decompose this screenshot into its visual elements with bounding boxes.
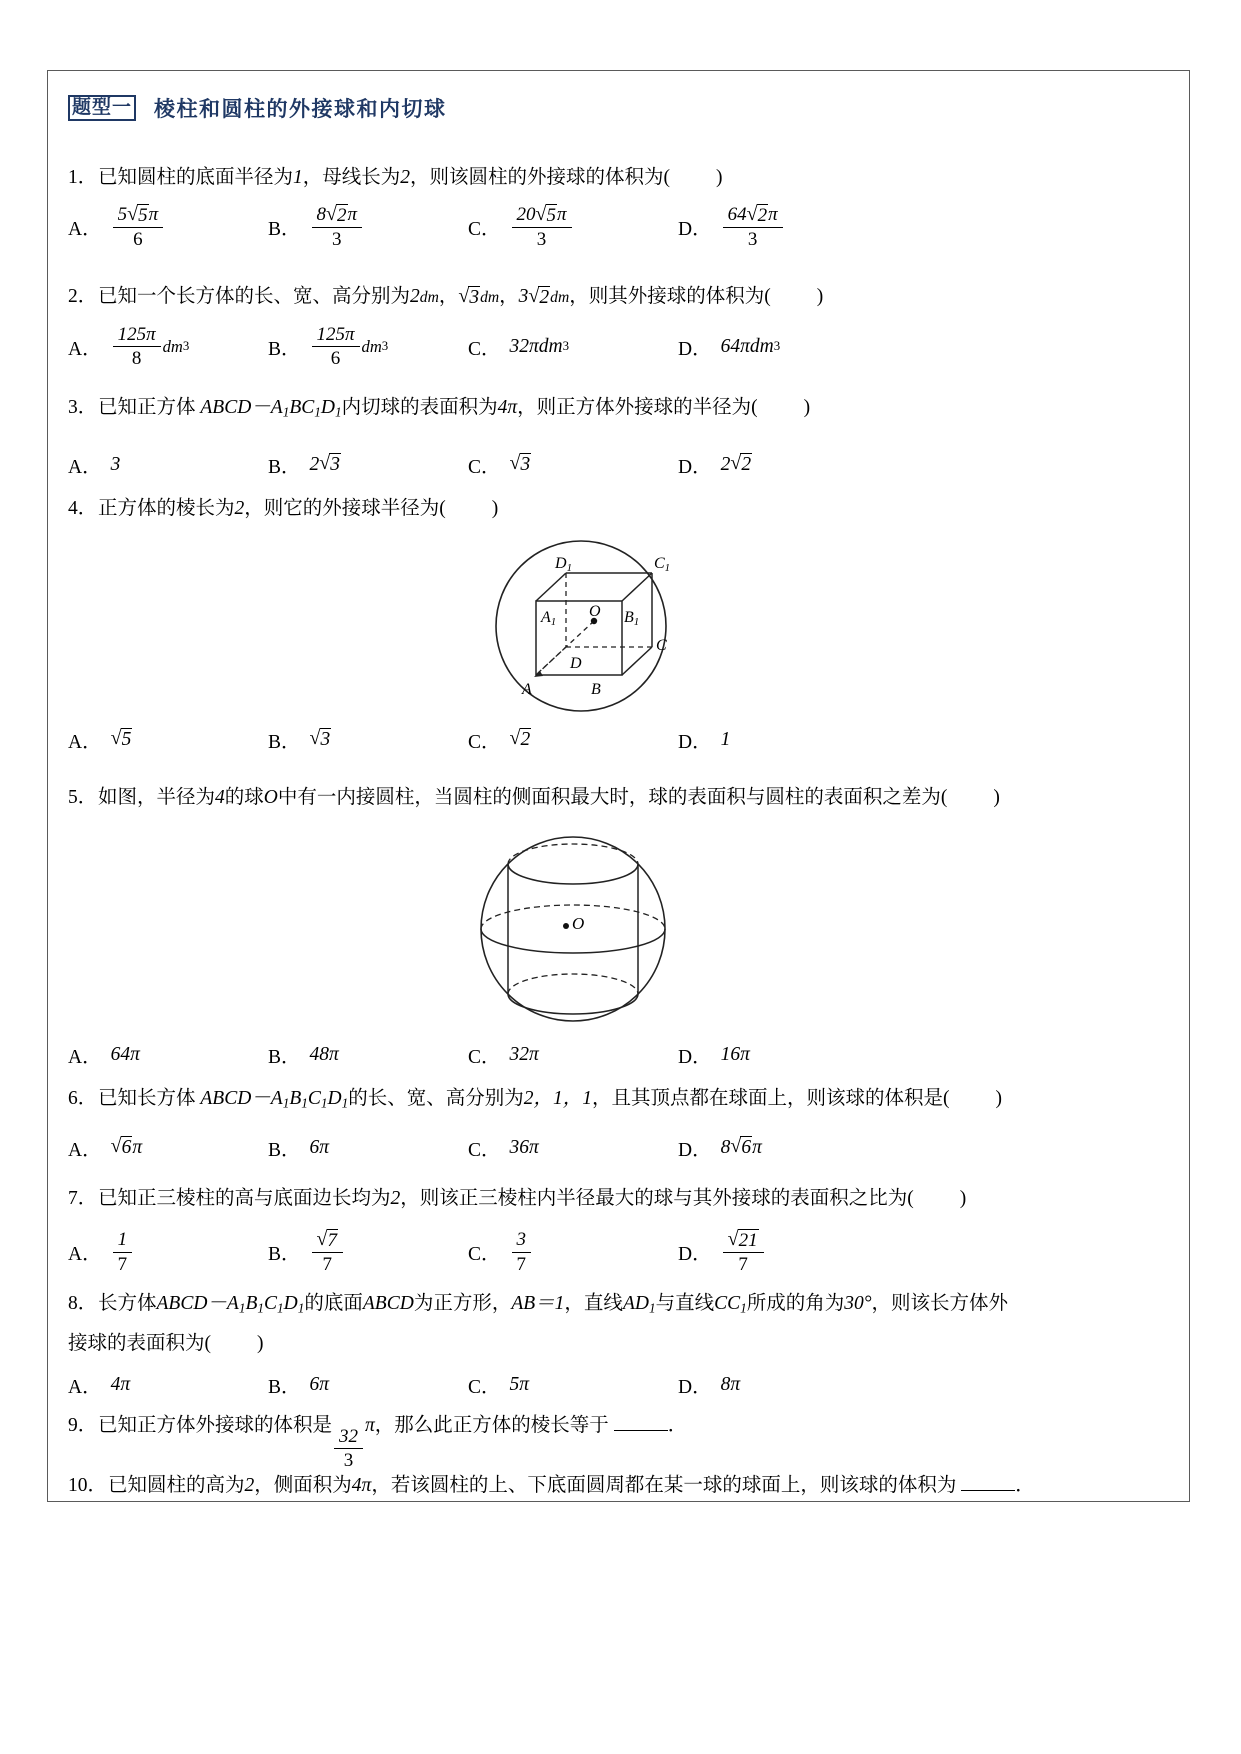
question-8-stem: 长方体$ABCD-A_1B_1C_1D_1$的底面ABCD为正方形，AB＝1，直线$AD_1$与直线$CC_1$所成的角为30°，则该长方体外 — [98, 1293, 1009, 1316]
question-8 — [68, 1289, 1168, 1319]
unit: dm — [162, 336, 183, 356]
stem-part: 长方体 — [98, 1293, 157, 1314]
stem-part: ，那么此正方体的棱长等于 — [374, 1415, 609, 1436]
option-7-C[interactable] — [468, 1228, 678, 1275]
question-1-number: 1． — [68, 167, 98, 188]
option-value: 5π — [509, 1374, 530, 1395]
option-2-B[interactable]: B． $\frac{125\pi}{6}$ dm 3 — [268, 324, 389, 370]
stem-part: ，则正方体外接球的半径为( — [517, 397, 758, 418]
option-6-A[interactable]: A． √ 6 π — [68, 1135, 143, 1161]
option-1-B[interactable] — [268, 203, 468, 251]
option-label: C． — [468, 457, 501, 478]
sphere-center-point — [563, 923, 569, 929]
option-3-C[interactable]: C． √ 3 — [468, 452, 531, 478]
option-value: 4π — [110, 1374, 131, 1395]
cube-label-C: C — [656, 637, 667, 654]
option-label: B． — [268, 1047, 301, 1068]
option-4-A[interactable]: A． √ 5 — [68, 727, 132, 753]
option-7-A[interactable] — [68, 1228, 268, 1275]
stem-part: 已知长方体 — [98, 1088, 196, 1109]
question-9-stem: 已知正方体外接球的体积是 $\frac{32}{3}$ π，那么此正方体的棱长等于 ． — [98, 1415, 688, 1471]
option-label: A． — [68, 1140, 102, 1161]
figure-sphere-cylinder — [448, 826, 698, 1036]
option-1-A[interactable] — [68, 203, 268, 251]
option-5-A[interactable] — [68, 1041, 268, 1069]
option-8-D[interactable] — [678, 1371, 740, 1399]
option-label: B． — [268, 1244, 301, 1265]
question-10 — [68, 1471, 1168, 1500]
option-label: A． — [68, 732, 102, 753]
option-label: B． — [268, 1377, 301, 1398]
fraction: $\frac{125\pi}{6}$ — [312, 323, 360, 370]
option-label: D． — [678, 457, 712, 478]
option-value: 3 — [110, 454, 121, 475]
fraction: 64 √ 2 π 3 — [723, 203, 783, 251]
question-6-stem: 已知长方体 $ABCD-A_1B_1C_1D_1$的长、宽、高分别为2，1，1，且其顶点都在球面上，则该球的体积是( ) — [98, 1088, 1003, 1111]
option-value: 64π — [110, 1044, 140, 1065]
fraction: $\frac{3}{7}$ — [512, 1228, 532, 1275]
question-10-stem: 已知圆柱的高为2，侧面积为4π，若该圆柱的上、下底面圆周都在某一球的球面上，则该球的体积为 ． — [108, 1475, 1035, 1496]
question-1 — [68, 163, 1168, 192]
stem-part: 中有一内接圆柱，当圆柱的侧面积最大时，球的表面积与圆柱的表面积之差为( — [277, 787, 948, 808]
stem-part: 的球 — [224, 787, 264, 808]
option-label: A． — [68, 457, 102, 478]
option-6-C[interactable] — [468, 1134, 678, 1162]
option-label: A． — [68, 338, 102, 360]
cube-label-D: D — [570, 655, 582, 672]
question-3-options — [68, 451, 1168, 479]
question-5 — [68, 783, 1168, 812]
question-7-stem: 已知正三棱柱的高与底面边长均为2，则该正三棱柱内半径最大的球与其外接球的表面积之比为( ) — [98, 1188, 967, 1209]
fraction: √ 21 7 — [723, 1228, 764, 1276]
question-8-options — [68, 1371, 1168, 1399]
fraction: $\frac{32}{3}$ — [334, 1425, 363, 1472]
option-value: 32π — [509, 1044, 539, 1065]
cylinder-bottom-front — [508, 994, 638, 1014]
stem-part: 已知正三棱柱的高与底面边长均为 — [98, 1188, 391, 1209]
option-label: D． — [678, 1140, 712, 1161]
option-label: B． — [268, 219, 301, 240]
question-1-options — [68, 203, 1168, 251]
option-label: C． — [468, 338, 501, 360]
question-2-stem: 已知一个长方体的长、宽、高分别为2dm， √ 3 dm，3 √ 2 dm，则其外接球的体积为( ) — [98, 285, 824, 308]
question-5-options — [68, 1041, 1168, 1069]
option-value: 8π — [720, 1374, 741, 1395]
option-label: D． — [678, 732, 712, 753]
option-value: 64πdm — [720, 335, 774, 357]
option-4-D[interactable] — [678, 726, 730, 754]
option-label: B． — [268, 457, 301, 478]
stem-part: ，侧面积为 — [254, 1475, 352, 1496]
question-9-number: 9． — [68, 1415, 98, 1436]
stem-part: 与直线 — [655, 1293, 715, 1314]
stem-part: 的底面 — [304, 1293, 363, 1314]
option-label: A． — [68, 1244, 102, 1265]
stem-part: 的长、宽、高分别为 — [348, 1088, 524, 1109]
cube-edge — [536, 573, 566, 601]
question-9 — [68, 1411, 1168, 1472]
option-1-D[interactable] — [678, 203, 785, 251]
question-8-number: 8． — [68, 1293, 98, 1314]
option-label: D． — [678, 1377, 712, 1398]
option-4-B[interactable]: B． √ 3 — [268, 727, 331, 753]
option-label: C． — [468, 1377, 501, 1398]
question-4-stem: 正方体的棱长为2，则它的外接球半径为( ) — [98, 498, 499, 519]
option-6-B[interactable] — [268, 1134, 468, 1162]
option-label: C． — [468, 1047, 501, 1068]
stem-part: 内切球的表面积为 — [341, 397, 498, 418]
option-2-A[interactable]: A． $\frac{125\pi}{8}$ dm 3 — [68, 324, 190, 370]
question-3-number: 3． — [68, 397, 98, 418]
option-label: D． — [678, 338, 712, 360]
option-label: C． — [468, 1244, 501, 1265]
option-value: 6π — [309, 1137, 330, 1158]
option-8-A[interactable] — [68, 1371, 268, 1399]
fraction: $\frac{125\pi}{8}$ — [113, 323, 161, 370]
option-5-B[interactable] — [268, 1041, 468, 1069]
option-value: 32πdm — [509, 335, 563, 357]
stem-part: 已知正方体 — [98, 397, 196, 418]
stem-part: ，则它的外接球半径为( — [244, 498, 446, 519]
question-1-stem: 已知圆柱的底面半径为1，母线长为2，则该圆柱的外接球的体积为( ) — [98, 167, 723, 188]
question-2-options — [68, 323, 1168, 370]
option-label: D． — [678, 1047, 712, 1068]
stem-part: ，若该圆柱的上、下底面圆周都在某一球的球面上，则该球的体积为 — [371, 1475, 957, 1496]
stem-part: ，则其外接球的体积为( — [569, 286, 771, 307]
option-value: 16π — [720, 1044, 750, 1065]
option-value: 6π — [309, 1374, 330, 1395]
question-2 — [68, 282, 1168, 311]
option-3-D[interactable]: D． 2 √ 2 — [678, 452, 752, 478]
option-label: B． — [268, 338, 301, 360]
figure-cube-in-sphere — [448, 531, 718, 721]
option-label: A． — [68, 1377, 102, 1398]
option-8-C[interactable] — [468, 1371, 678, 1399]
question-4-options — [68, 726, 1168, 754]
question-6 — [68, 1084, 1168, 1114]
stem-part: 如图，半径为 — [98, 787, 216, 808]
sphere-label-O: O — [572, 914, 585, 933]
option-8-B[interactable] — [268, 1371, 468, 1399]
cube-edge — [622, 573, 652, 601]
option-1-C[interactable] — [468, 203, 678, 251]
option-5-D[interactable] — [678, 1041, 750, 1069]
option-label: C． — [468, 1140, 501, 1161]
fraction: $\frac{1}{7}$ — [113, 1228, 133, 1275]
stem-part: 已知圆柱的高为 — [108, 1475, 245, 1496]
cube-label-B1: $B_1$ — [624, 609, 640, 629]
question-6-number: 6． — [68, 1088, 98, 1109]
answer-blank-10[interactable] — [961, 1490, 1015, 1491]
option-7-D[interactable] — [678, 1228, 766, 1276]
cube-label-A1: $A_1$ — [541, 609, 557, 629]
question-3 — [68, 393, 1168, 423]
stem-part: 为正方形， — [413, 1293, 512, 1314]
cube-label-O: O — [589, 603, 601, 620]
stem-part: ，则该长方体外 — [871, 1293, 1009, 1314]
option-4-C[interactable]: C． √ 2 — [468, 727, 531, 753]
question-6-options — [68, 1134, 1168, 1162]
fraction: 8 √ 2 π 3 — [312, 203, 363, 251]
section-title: 棱柱和圆柱的外接球和内切球 — [154, 97, 447, 121]
cube-edge — [622, 647, 652, 675]
option-value: 48π — [309, 1044, 339, 1065]
question-3-stem: 已知正方体 $ABCD-A_1BC_1D_1$内切球的表面积为4π，则正方体外接球的半径为( ) — [98, 397, 811, 420]
cube-in-sphere-svg — [448, 531, 718, 721]
answer-blank-9[interactable] — [614, 1430, 668, 1431]
stem-part: 所成的角为 — [746, 1293, 845, 1314]
content-frame — [47, 70, 1190, 1502]
cube-label-D1: $D_1$ — [555, 555, 572, 575]
option-label: A． — [68, 219, 102, 240]
section-badge: 题型一 — [68, 95, 136, 122]
question-7 — [68, 1184, 1168, 1213]
stem-part: 已知正方体外接球的体积是 — [98, 1415, 333, 1436]
option-label: B． — [268, 732, 301, 753]
option-label: C． — [468, 732, 501, 753]
unit: dm — [361, 336, 382, 356]
question-8-stem-line2: 接球的表面积为( ) — [68, 1333, 264, 1354]
cube-label-A: A — [522, 681, 532, 698]
option-3-A[interactable] — [68, 451, 268, 479]
fraction: 20 √ 5 π 3 — [512, 203, 572, 251]
fraction: √ 7 7 — [312, 1228, 343, 1276]
cylinder-top-front — [508, 864, 638, 884]
cylinder-bottom-back — [508, 974, 638, 994]
question-7-options — [68, 1228, 1168, 1276]
cube-label-C1: $C_1$ — [654, 555, 671, 575]
option-2-D[interactable]: D． 64πdm 3 — [678, 333, 780, 361]
question-4 — [68, 494, 1168, 523]
stem-part: ，且其顶点都在球面上，则该球的体积是( — [592, 1088, 950, 1109]
question-2-number: 2． — [68, 286, 98, 307]
option-3-B[interactable]: B． 2 √ 3 — [268, 452, 340, 478]
question-7-number: 7． — [68, 1188, 98, 1209]
option-label: A． — [68, 1047, 102, 1068]
stem-part: ，直线 — [564, 1293, 623, 1314]
stem-part: ，则该正三棱柱内半径最大的球与其外接球的表面积之比为( — [400, 1188, 914, 1209]
cube-label-B: B — [591, 681, 601, 698]
option-value: 36π — [509, 1137, 539, 1158]
section-header — [68, 93, 447, 123]
option-7-B[interactable] — [268, 1228, 468, 1276]
stem-part: 正方体的棱长为 — [98, 498, 235, 519]
option-value: 1 — [720, 729, 731, 750]
question-10-number: 10． — [68, 1475, 108, 1496]
stem-part: 接球的表面积为( — [68, 1333, 211, 1354]
option-2-C[interactable]: C． 32πdm 3 — [468, 333, 678, 361]
option-label: D． — [678, 219, 712, 240]
fraction: 5 √ 5 π 6 — [113, 203, 164, 251]
option-5-C[interactable] — [468, 1041, 678, 1069]
option-6-D[interactable]: D． 8 √ 6 π — [678, 1135, 762, 1161]
option-label: D． — [678, 1244, 712, 1265]
question-4-number: 4． — [68, 498, 98, 519]
question-5-number: 5． — [68, 787, 98, 808]
option-label: C． — [468, 219, 501, 240]
cylinder-top-back — [508, 844, 638, 864]
option-label: B． — [268, 1140, 301, 1161]
stem-part: 已知一个长方体的长、宽、高分别为 — [98, 286, 411, 307]
question-5-stem: 如图，半径为4的球O中有一内接圆柱，当圆柱的侧面积最大时，球的表面积与圆柱的表面积之差为( ) — [98, 787, 1000, 808]
